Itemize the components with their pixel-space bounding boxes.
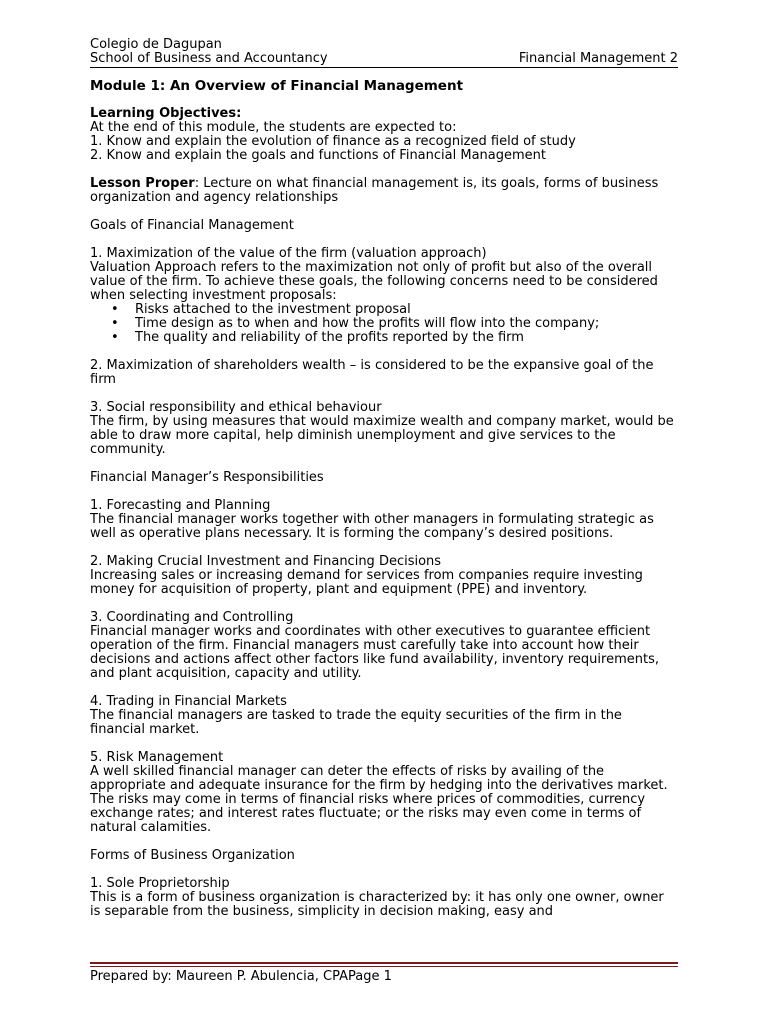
responsibility-title: 2. Making Crucial Investment and Financing Decisions — [90, 554, 442, 569]
responsibility-title: 1. Forecasting and Planning — [90, 498, 271, 513]
bullet-icon: • — [111, 302, 119, 317]
header-row — [90, 52, 678, 66]
bullet-item — [111, 331, 678, 345]
lesson-proper — [90, 177, 678, 205]
prepared-by: Prepared by: Maureen P. Abulencia, CPA — [90, 969, 348, 984]
bullet-icon: • — [111, 316, 119, 331]
page-footer — [90, 962, 678, 984]
responsibilities-heading: Financial Manager’s Responsibilities — [90, 470, 324, 485]
lesson-label: Lesson Proper — [90, 176, 195, 191]
responsibility-text: Increasing sales or increasing demand for services from companies require investing money for acquisition of property, plant and equipment (PPE) and inventory. — [90, 568, 643, 597]
responsibility-text: Financial manager works and coordinates with other executives to guarantee efficient operation of the firm. Financial managers must carefully take into account how their decisions and actions affect other factors like fund availability, inventory requirements, and plant acquisition, capacity and utility. — [90, 624, 659, 681]
goal-text: The firm, by using measures that would maximize wealth and company market, would be able to draw more capital, help diminish unemployment and give services to the community. — [90, 414, 674, 457]
form-text: This is a form of business organization is characterized by: it has only one owner, owner is separable from the business, simplicity in decision making, easy and — [90, 890, 664, 919]
bullet-text: The quality and reliability of the profits reported by the firm — [135, 330, 524, 345]
objective-item: 2. Know and explain the goals and functions of Financial Management — [90, 148, 546, 163]
header-divider — [90, 67, 678, 68]
objectives-heading: Learning Objectives: — [90, 106, 242, 121]
responsibility-text: The financial manager works together with other managers in formulating strategic as well as operative plans necessary. It is forming the company’s desired positions. — [90, 512, 654, 541]
footer-text — [90, 970, 678, 984]
objective-item: 1. Know and explain the evolution of finance as a recognized field of study — [90, 134, 576, 149]
school-name: Colegio de Dagupan — [90, 37, 222, 52]
bullet-icon: • — [111, 330, 119, 345]
goal-text: Valuation Approach refers to the maximization not only of profit but also of the overall value of the firm. To achieve these goals, the following concerns need to be considered when selecting investment proposals: — [90, 260, 658, 303]
page-number: Page 1 — [347, 969, 392, 984]
course-name: Financial Management 2 — [518, 51, 678, 66]
responsibility-title: 5. Risk Management — [90, 750, 224, 765]
lesson-text: : Lecture on what financial management is, its goals, forms of business organization and agency relationships — [90, 176, 659, 205]
footer-divider-thin — [90, 966, 678, 967]
goal-title: 1. Maximization of the value of the firm (valuation approach) — [90, 246, 487, 261]
goal-text: 2. Maximization of shareholders wealth – is considered to be the expansive goal of the firm — [90, 358, 654, 387]
responsibility-title: 3. Coordinating and Controlling — [90, 610, 294, 625]
bullet-list — [90, 303, 678, 345]
module-title: Module 1: An Overview of Financial Management — [90, 78, 464, 94]
document-page — [90, 38, 678, 919]
forms-heading: Forms of Business Organization — [90, 848, 295, 863]
responsibility-text: A well skilled financial manager can deter the effects of risks by availing of the appropriate and adequate insurance for the firm by hedging into the derivatives market. The risks may come in terms of financial risks where prices of commodities, currency exchange rates; and interest rates fluctuate; or the risks may even come in terms of natural calamities. — [90, 764, 668, 835]
bullet-text: Time design as to when and how the profits will flow into the company; — [135, 316, 600, 331]
footer-divider — [90, 962, 678, 964]
goals-heading: Goals of Financial Management — [90, 218, 294, 233]
bullet-item — [111, 303, 678, 317]
bullet-text: Risks attached to the investment proposal — [135, 302, 411, 317]
goal-title: 3. Social responsibility and ethical behaviour — [90, 400, 382, 415]
form-title: 1. Sole Proprietorship — [90, 876, 230, 891]
page-header — [90, 38, 678, 68]
bullet-item — [111, 317, 678, 331]
responsibility-text: The financial managers are tasked to trade the equity securities of the firm in the financial market. — [90, 708, 622, 737]
department-name: School of Business and Accountancy — [90, 51, 328, 66]
objectives-intro: At the end of this module, the students are expected to: — [90, 120, 457, 135]
responsibility-title: 4. Trading in Financial Markets — [90, 694, 287, 709]
